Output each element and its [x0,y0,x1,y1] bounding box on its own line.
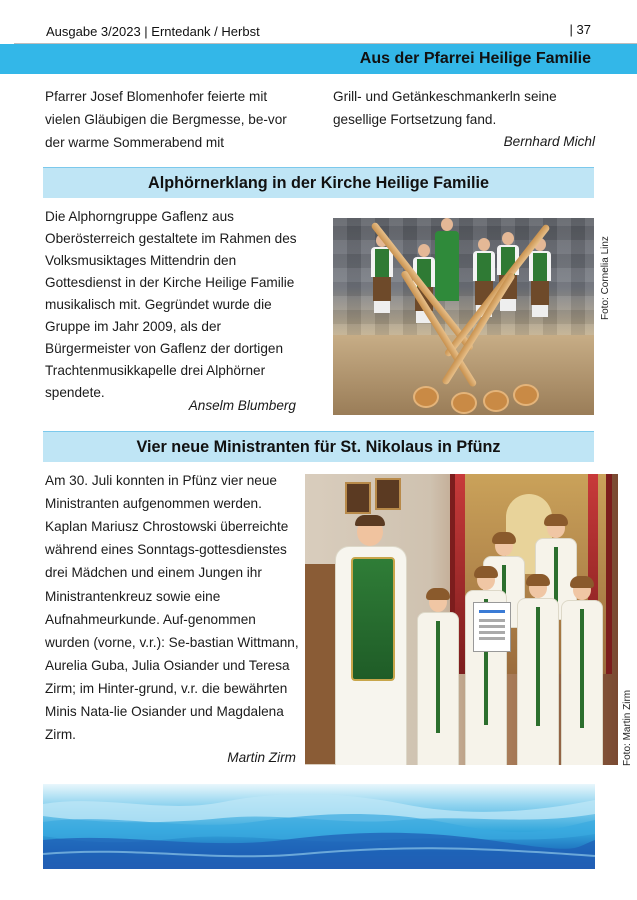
admission-certificate [473,602,511,652]
priest-figure [435,218,459,301]
server-figure [465,570,507,765]
photo2-credit: Foto: Martin Zirm [622,689,633,766]
article2-body: Am 30. Juli konnten in Pfünz vier neue Ministranten aufgenommen werden. Kaplan Mariusz Chrostowski überreichte während eines Sonntags-gottesdienstes drei Mädchen und einem Jungen ihr Ministrantenkreuz sowie eine Aufnahmeurkunde. Auf-genommen wurden (vorne, v.r.): Se-bastian Wittmann, Aurelia Guba, Julia Osiander und Teresa Zirm; im Hinter-grund, v.r. die bewährten Minis Nata-lie Osiander und Magdalena Zirm. [45,473,299,743]
article2-title-box [43,432,594,462]
alphorn-bell [513,384,539,406]
article2-author: Martin Zirm [227,750,296,765]
altar-servers-photo [305,474,618,765]
intro-author: Bernhard Michl [503,134,595,149]
page-number: | 37 [569,22,591,37]
server-figure [517,578,559,765]
section-band [0,44,637,74]
server-figure [417,592,459,765]
server-figure [561,580,603,765]
watercolor-wave-banner [43,784,595,869]
article1-title-box [43,168,594,198]
picture-frame [375,478,401,510]
wave-strokes [43,784,595,869]
intro-column-right: Grill- und Getänkeschmankerln seine gesellige Fortsetzung fand. [333,89,557,127]
article1-title: Alphörnerklang in der Kirche Heilige Familie [148,173,489,192]
chaplain-figure [335,518,405,765]
picture-frame [345,482,371,514]
article1-body: Die Alphorngruppe Gaflenz aus Oberösterreich gestaltete im Rahmen des Volksmusiktages Mittendrin den Gottesdienst in der Kirche Heilige Familie musikalisch mit. Gegründet wurde die Gruppe im Jahr 2009, als der Bürgermeister von Gaflenz der dortigen Trachtenmusikkapelle drei Alphörner spendete. [45,209,297,401]
section-title: Aus der Pfarrei Heilige Familie [359,50,591,67]
alphorn-group-photo [333,218,594,415]
intro-column-left: Pfarrer Josef Blomenhofer feierte mit vielen Gläubigen die Bergmesse, be-vor der warme Sommerabend mit [45,89,287,150]
alphorn-bell [413,386,439,408]
issue-label: Ausgabe 3/2023 | Erntedank / Herbst [46,24,260,39]
photo1-credit: Foto: Cornelia Linz [600,236,611,320]
alphorn-bell [451,392,477,414]
article1-author: Anselm Blumberg [188,398,296,413]
alphorn-bell [483,390,509,412]
article2-title: Vier neue Ministranten für St. Nikolaus in Pfünz [136,437,501,456]
